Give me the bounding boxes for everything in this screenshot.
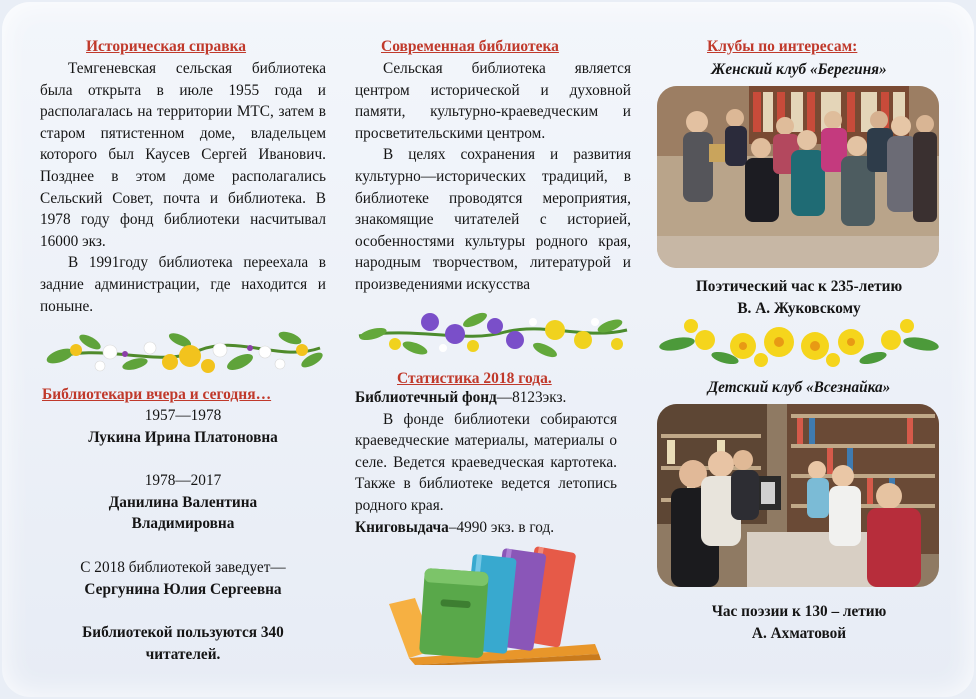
librarian-2-name-line1: Данилина Валентина xyxy=(108,493,258,511)
librarians-heading: Библиотекари вчера и сегодня… xyxy=(42,386,272,403)
club-2-caption-line2: А. Ахматовой xyxy=(751,624,847,642)
modern-paragraph-1: Сельская библиотека является центром исторической и духовной памяти, культурно-краеведческим и просветительскими центром. xyxy=(355,60,631,142)
readers-line2: читателей. xyxy=(145,645,221,663)
clubs-heading: Клубы по интересам: xyxy=(707,38,858,55)
flower-garland-center xyxy=(355,300,631,366)
history-paragraph-1: Темгеневская сельская библиотека была открыта в июле 1955 года и располагалась на территории МТС, затем в старом пятистенном доме, владельцем которого был Каусев Сергей Иванович. Позднее в этом доме располагались Сельский Совет, почта и библиотека. В 1978 году фонд библиотеки насчитывал 16000 экз. xyxy=(40,60,326,250)
modern-library-text xyxy=(355,58,631,296)
librarian-2-name-line2: Владимировна xyxy=(131,515,235,533)
current-librarian-name: Сергунина Юлия Сергеевна xyxy=(84,580,282,598)
history-heading: Историческая справка xyxy=(86,38,247,55)
club-1-caption-line2: В. А. Жуковскому xyxy=(737,299,861,317)
club-2-caption xyxy=(655,601,943,644)
librarians-list xyxy=(40,405,326,665)
readers-line1: Библиотекой пользуются 340 xyxy=(82,624,284,642)
librarian-1-years: 1957—1978 xyxy=(144,407,222,424)
fund-value: —8123экз. xyxy=(496,389,567,406)
modern-library-heading: Современная библиотека xyxy=(381,38,559,55)
statistics-heading: Статистика 2018 года. xyxy=(397,370,552,387)
flower-garland-right xyxy=(655,314,943,374)
club-1-photo xyxy=(657,86,939,268)
club-2-photo xyxy=(657,404,939,587)
history-text xyxy=(40,58,326,317)
club-2-title: Детский клуб «Всезнайка» xyxy=(707,379,891,396)
librarian-2-years: 1978—2017 xyxy=(144,472,222,490)
club-1-caption-line1: Поэтический час к 235-летию xyxy=(695,278,903,295)
statistics-paragraph: В фонде библиотеки собираются краеведческие материалы, материалы о селе. Ведется краеведческая картотека. Также в библиотеке ведется летопись родного края. xyxy=(355,410,617,514)
books-illustration xyxy=(385,540,605,665)
librarian-1-name: Лукина Ирина Платоновна xyxy=(88,428,278,446)
fund-label: Библиотечный фонд xyxy=(355,389,497,406)
club-2-caption-line1: Час поэзии к 130 – летию xyxy=(711,603,887,620)
statistics-text xyxy=(355,387,631,538)
club-1-caption xyxy=(655,276,943,319)
issue-line xyxy=(355,517,631,539)
history-paragraph-2: В 1991году библиотека переехала в задние администрации, где находится и поныне. xyxy=(40,254,326,315)
flower-garland-left xyxy=(40,320,326,382)
fund-line xyxy=(355,387,631,409)
current-librarian-label: С 2018 библиотекой заведует— xyxy=(80,558,286,576)
club-1-title: Женский клуб «Берегиня» xyxy=(711,61,887,78)
issue-value: –4990 экз. в год. xyxy=(448,518,555,536)
issue-label: Книговыдача xyxy=(355,518,449,536)
modern-paragraph-2: В целях сохранения и развития культурно—исторических традиций, в библиотеке проводятся мероприятия, знакомящие читателей с историей, особенностями культуры родного края, народным творчеством, литературой и произведениями искусства xyxy=(355,146,631,293)
